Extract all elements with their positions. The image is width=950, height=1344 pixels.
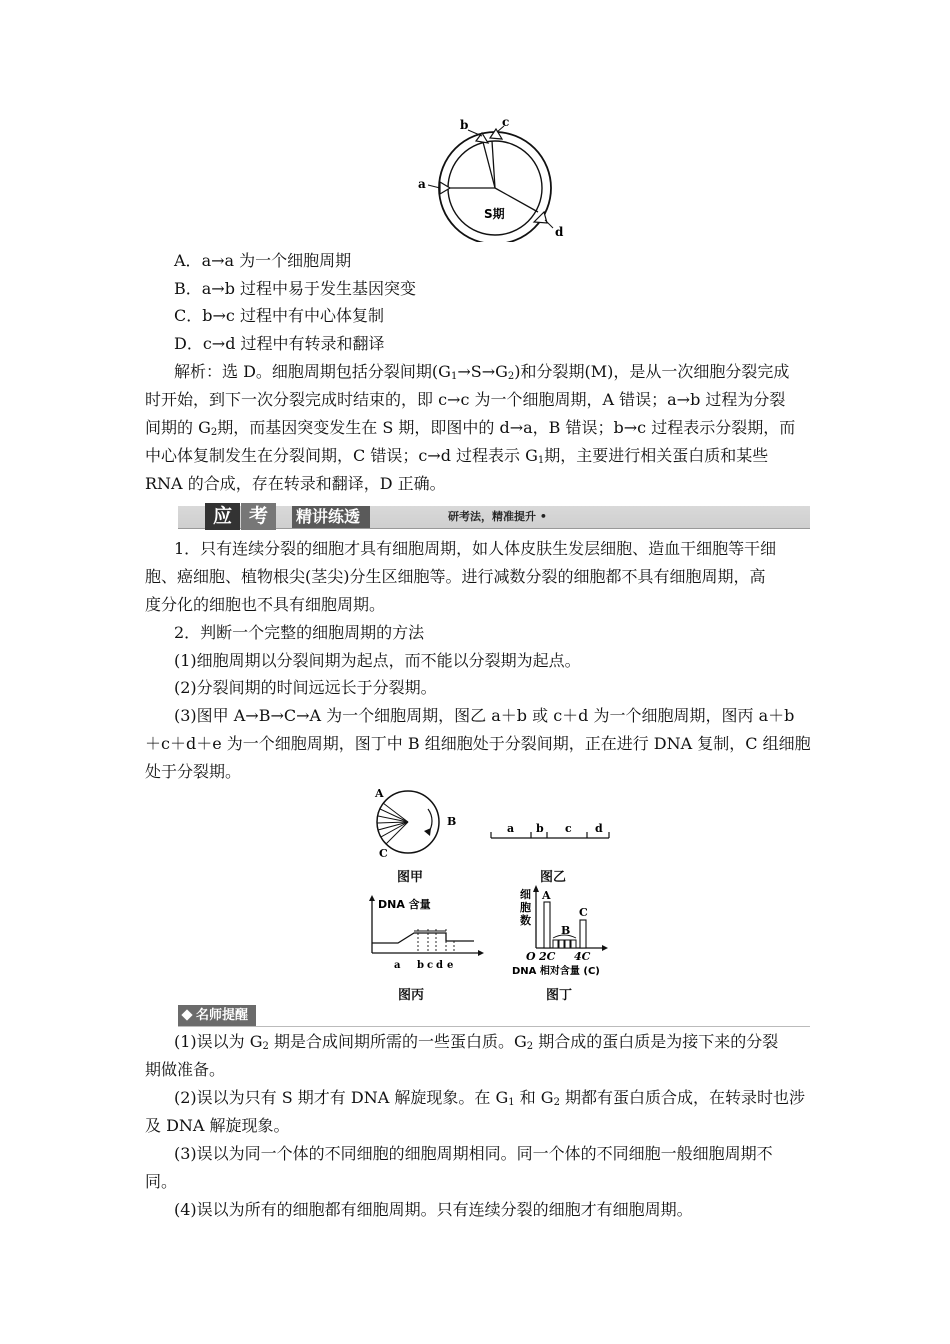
arrow-d	[534, 212, 547, 223]
bing-label-e: e	[447, 960, 454, 971]
jia-label-c: C	[379, 847, 388, 860]
arrow-c	[490, 129, 502, 139]
ding-tick-4c: 4C	[574, 950, 591, 963]
bing-label-b: b	[417, 960, 424, 971]
option-c: C．b→c 过程中有中心体复制	[174, 306, 384, 325]
option-b: B．a→b 过程中易于发生基因突变	[174, 279, 417, 298]
point-2-item-2: (2)分裂间期的时间远远长于分裂期。	[174, 678, 437, 697]
label-s-phase: S期	[484, 207, 505, 221]
ding-origin: O	[526, 950, 536, 963]
ding-bar-a	[544, 902, 550, 948]
label-b: b	[460, 118, 469, 132]
cell-cycle-figure	[410, 112, 570, 242]
ding-ylabel-1: 细	[520, 888, 531, 901]
point-1-line-2: 胞、癌细胞、植物根尖(茎尖)分生区细胞等。进行减数分裂的细胞都不具有细胞周期，高	[145, 567, 766, 586]
label-d: d	[555, 225, 564, 239]
analysis-line-3: 间期的 $G_2$期，而基因突变发生在 S 期，即图中的 d→a，B 错误；b→c 过程表示分裂期，而	[145, 418, 796, 438]
point-2-item-1: (1)细胞周期以分裂间期为起点，而不能以分裂期为起点。	[174, 651, 581, 670]
jia-label-b: B	[447, 815, 457, 828]
point-2-item-3-line-3: 处于分裂期。	[145, 762, 242, 781]
ding-bar-b3	[565, 940, 570, 948]
banner-title: 精讲练透	[292, 506, 370, 528]
jia-label-a: A	[375, 787, 384, 800]
point-2-heading: 2．判断一个完整的细胞周期的方法	[174, 623, 425, 642]
point-2-item-3-line-1: (3)图甲 A→B→C→A 为一个细胞周期，图乙 a＋b 或 c＋d 为一个细胞周期，图丙 a＋b	[174, 706, 795, 725]
figure-jia	[370, 785, 460, 860]
ding-bar-b1	[553, 940, 558, 948]
figure-ding-caption: 图丁	[546, 988, 573, 1003]
ding-bar-b4	[571, 940, 576, 948]
bing-ylabel: DNA 含量	[378, 898, 431, 911]
tip-2-line-1: (2)误以为只有 S 期才有 DNA 解旋现象。在 $G_1$ 和 $G_2$ 期都有蛋白质合成，在转录时也涉	[174, 1088, 806, 1108]
tip-2-line-2: 及 DNA 解旋现象。	[145, 1116, 290, 1135]
point-1-line-1: 1．只有连续分裂的细胞才具有细胞周期，如人体皮肤生发层细胞、造血干细胞等干细	[174, 539, 777, 558]
ding-group-b: B	[561, 924, 571, 937]
bing-label-a: a	[394, 960, 401, 971]
tip-divider	[178, 1026, 810, 1027]
ding-xlabel: DNA 相对含量 (C)	[512, 966, 600, 977]
tip-3-line-1: (3)误以为同一个体的不同细胞的细胞周期相同。同一个体的不同细胞一般细胞周期不	[174, 1144, 773, 1163]
figure-jia-caption: 图甲	[397, 870, 424, 885]
tip-1-line-1: (1)误以为 $G_2$ 期是合成间期所需的一些蛋白质。$G_2$ 期合成的蛋白质是为接下来的分裂	[174, 1032, 779, 1052]
ding-bar-b2	[559, 940, 564, 948]
label-c: c	[502, 115, 510, 129]
ding-bar-c	[580, 920, 586, 948]
ding-group-c: C	[579, 906, 588, 919]
tip-1-line-2: 期做准备。	[145, 1060, 226, 1079]
yi-label-c: c	[565, 822, 572, 835]
figure-yi	[485, 818, 615, 848]
tip-label: 名师提醒	[178, 1005, 256, 1026]
banner-slogan: 研考法，精准提升 •	[448, 510, 547, 523]
analysis-line-5: RNA 的合成，存在转录和翻译，D 正确。	[145, 474, 446, 493]
point-2-item-3-line-2: ＋c＋d＋e 为一个细胞周期，图丁中 B 组细胞处于分裂间期，正在进行 DNA 复制，C 组细胞	[145, 734, 811, 753]
option-a: A．a→a 为一个细胞周期	[174, 251, 352, 270]
analysis-line-1: 解析：选 D。细胞周期包括分裂间期$(G_1\to S\to G_2)$和分裂期(M)，是从一次细胞分裂完成	[174, 362, 790, 382]
option-d: D．c→d 过程中有转录和翻译	[174, 334, 385, 353]
tip-3-line-2: 同。	[145, 1172, 178, 1191]
analysis-line-4: 中心体复制发生在分裂间期，C 错误；c→d 过程表示 $G_1$期，主要进行相关蛋白质和某些	[145, 446, 769, 466]
ding-ylabel-2: 胞	[520, 901, 531, 914]
figure-bing	[366, 895, 486, 975]
analysis-line-2: 时开始，到下一次分裂完成时结束的，即 c→c 为一个细胞周期，A 错误；a→b 过程为分裂	[145, 390, 786, 409]
point-1-line-3: 度分化的细胞也不具有细胞周期。	[145, 595, 386, 614]
label-a: a	[418, 177, 426, 191]
ding-ylabel-3: 数	[520, 914, 531, 927]
tip-4: (4)误以为所有的细胞都有细胞周期。只有连续分裂的细胞才有细胞周期。	[174, 1200, 693, 1219]
yi-label-d: d	[595, 822, 603, 835]
figure-ding	[508, 882, 618, 982]
bing-label-d: d	[436, 960, 443, 971]
figure-yi-caption: 图乙	[540, 870, 567, 885]
banner-char-1: 应	[205, 503, 240, 530]
yi-label-b: b	[536, 822, 544, 835]
yi-label-a: a	[507, 822, 515, 835]
ding-group-a: A	[542, 889, 551, 902]
bing-label-c: c	[427, 960, 434, 971]
ding-tick-2c: 2C	[539, 950, 556, 963]
banner-char-2: 考	[241, 503, 276, 530]
figure-bing-caption: 图丙	[398, 988, 425, 1003]
